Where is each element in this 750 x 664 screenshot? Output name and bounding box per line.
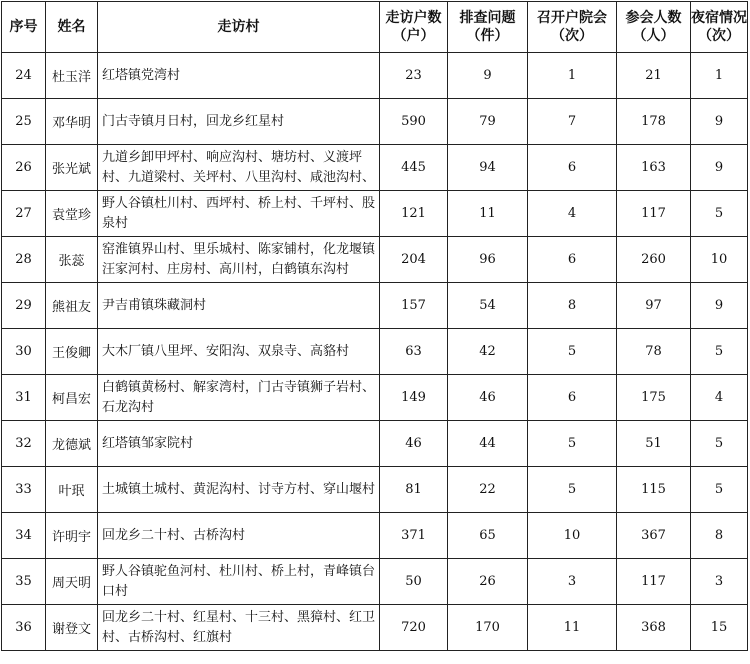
- cell-overnight: 1: [691, 53, 748, 99]
- cell-attendees: 178: [617, 99, 691, 145]
- cell-households: 81: [380, 467, 448, 513]
- cell-meetings: 1: [528, 53, 617, 99]
- cell-issues: 26: [448, 559, 528, 605]
- cell-overnight: 5: [691, 191, 748, 237]
- cell-households: 149: [380, 375, 448, 421]
- cell-issues: 9: [448, 53, 528, 99]
- cell-issues: 11: [448, 191, 528, 237]
- cell-issues: 65: [448, 513, 528, 559]
- cell-households: 371: [380, 513, 448, 559]
- cell-name: 许明宇: [46, 513, 98, 559]
- villages-text: 窑淮镇界山村、里乐城村、陈家铺村，化龙堰镇汪家河村、庄房村、高川村，白鹤镇东沟村: [102, 241, 375, 277]
- cell-issues: 46: [448, 375, 528, 421]
- cell-name: 周天明: [46, 559, 98, 605]
- cell-no: 33: [2, 467, 46, 513]
- cell-issues: 96: [448, 237, 528, 283]
- cell-meetings: 6: [528, 237, 617, 283]
- cell-villages: [98, 283, 380, 329]
- cell-meetings: 10: [528, 513, 617, 559]
- cell-villages: [98, 53, 380, 99]
- cell-name: 张光斌: [46, 145, 98, 191]
- table-row: [2, 421, 748, 467]
- cell-overnight: 5: [691, 421, 748, 467]
- cell-villages: [98, 559, 380, 605]
- villages-text: 土城镇土城村、黄泥沟村、讨寺方村、穿山堰村: [102, 481, 375, 497]
- cell-attendees: 78: [617, 329, 691, 375]
- cell-villages: [98, 99, 380, 145]
- cell-meetings: 5: [528, 329, 617, 375]
- cell-villages: [98, 513, 380, 559]
- header-households: 走访户数（户）: [380, 2, 448, 53]
- cell-attendees: 368: [617, 605, 691, 651]
- cell-overnight: 9: [691, 99, 748, 145]
- cell-issues: 42: [448, 329, 528, 375]
- cell-overnight: 4: [691, 375, 748, 421]
- cell-no: 35: [2, 559, 46, 605]
- cell-households: 720: [380, 605, 448, 651]
- cell-meetings: 4: [528, 191, 617, 237]
- cell-name: 邓华明: [46, 99, 98, 145]
- cell-villages: [98, 191, 380, 237]
- cell-villages: [98, 329, 380, 375]
- cell-attendees: 367: [617, 513, 691, 559]
- cell-villages: [98, 237, 380, 283]
- cell-meetings: 5: [528, 421, 617, 467]
- cell-attendees: 175: [617, 375, 691, 421]
- villages-text: 回龙乡二十村、红星村、十三村、黑獐村、红卫村、古桥沟村、红旗村: [102, 609, 375, 645]
- table-row: [2, 53, 748, 99]
- cell-no: 25: [2, 99, 46, 145]
- cell-issues: 54: [448, 283, 528, 329]
- cell-overnight: 9: [691, 145, 748, 191]
- cell-overnight: 5: [691, 329, 748, 375]
- cell-no: 36: [2, 605, 46, 651]
- cell-issues: 79: [448, 99, 528, 145]
- table-row: [2, 237, 748, 283]
- cell-villages: [98, 467, 380, 513]
- cell-attendees: 117: [617, 559, 691, 605]
- cell-households: 204: [380, 237, 448, 283]
- villages-text: 回龙乡二十村、古桥沟村: [102, 527, 246, 543]
- cell-no: 27: [2, 191, 46, 237]
- cell-attendees: 97: [617, 283, 691, 329]
- cell-issues: 22: [448, 467, 528, 513]
- cell-households: 590: [380, 99, 448, 145]
- header-attendees: 参会人数（人）: [617, 2, 691, 53]
- cell-name: 柯昌宏: [46, 375, 98, 421]
- cell-villages: [98, 421, 380, 467]
- cell-overnight: 5: [691, 467, 748, 513]
- cell-issues: 170: [448, 605, 528, 651]
- header-overnight: 夜宿情况（次）: [691, 2, 748, 53]
- villages-text: 红塔镇党湾村: [102, 67, 181, 83]
- cell-name: 谢登文: [46, 605, 98, 651]
- cell-no: 32: [2, 421, 46, 467]
- cell-households: 121: [380, 191, 448, 237]
- cell-name: 熊祖友: [46, 283, 98, 329]
- cell-villages: [98, 145, 380, 191]
- cell-overnight: 3: [691, 559, 748, 605]
- cell-meetings: 7: [528, 99, 617, 145]
- cell-no: 30: [2, 329, 46, 375]
- table-body: [2, 53, 748, 651]
- cell-attendees: 21: [617, 53, 691, 99]
- cell-overnight: 10: [691, 237, 748, 283]
- cell-name: 龙德斌: [46, 421, 98, 467]
- cell-name: 叶珉: [46, 467, 98, 513]
- header-meetings: 召开户院会（次）: [528, 2, 617, 53]
- cell-no: 28: [2, 237, 46, 283]
- table-row: [2, 605, 748, 651]
- cell-issues: 94: [448, 145, 528, 191]
- cell-attendees: 163: [617, 145, 691, 191]
- header-no: 序号: [2, 2, 46, 53]
- cell-no: 26: [2, 145, 46, 191]
- table-row: [2, 283, 748, 329]
- cell-name: 张蕊: [46, 237, 98, 283]
- cell-attendees: 51: [617, 421, 691, 467]
- cell-overnight: 9: [691, 283, 748, 329]
- cell-attendees: 260: [617, 237, 691, 283]
- table-row: [2, 191, 748, 237]
- table-row: [2, 513, 748, 559]
- cell-households: 445: [380, 145, 448, 191]
- cell-no: 34: [2, 513, 46, 559]
- table-row: [2, 375, 748, 421]
- cell-issues: 44: [448, 421, 528, 467]
- cell-name: 杜玉洋: [46, 53, 98, 99]
- cell-overnight: 15: [691, 605, 748, 651]
- cell-meetings: 6: [528, 145, 617, 191]
- cell-meetings: 6: [528, 375, 617, 421]
- cell-meetings: 11: [528, 605, 617, 651]
- table-row: [2, 145, 748, 191]
- cell-no: 24: [2, 53, 46, 99]
- villages-text: 尹吉甫镇珠藏洞村: [102, 297, 207, 313]
- cell-households: 157: [380, 283, 448, 329]
- cell-meetings: 8: [528, 283, 617, 329]
- cell-meetings: 3: [528, 559, 617, 605]
- header-name: 姓名: [46, 2, 98, 53]
- villages-text: 九道乡卸甲坪村、响应沟村、塘坊村、义渡坪村、九道梁村、关坪村、八里沟村、咸池沟村、: [102, 149, 375, 185]
- cell-no: 31: [2, 375, 46, 421]
- table-row: [2, 467, 748, 513]
- table-row: [2, 329, 748, 375]
- cell-name: 王俊卿: [46, 329, 98, 375]
- visit-statistics-table: [1, 1, 748, 651]
- cell-households: 63: [380, 329, 448, 375]
- cell-villages: [98, 375, 380, 421]
- table-row: [2, 559, 748, 605]
- cell-attendees: 117: [617, 191, 691, 237]
- cell-overnight: 8: [691, 513, 748, 559]
- table-row: [2, 99, 748, 145]
- villages-text: 野人谷镇驼鱼河村、杜川村、桥上村，青峰镇台口村: [102, 563, 375, 599]
- header-row: [2, 2, 748, 53]
- villages-text: 野人谷镇杜川村、西坪村、桥上村、千坪村、股泉村: [102, 195, 375, 231]
- header-issues: 排查问题（件）: [448, 2, 528, 53]
- cell-households: 46: [380, 421, 448, 467]
- villages-text: 红塔镇邹家院村: [102, 435, 194, 451]
- villages-text: 门古寺镇月日村，回龙乡红星村: [102, 113, 285, 129]
- header-villages: 走访村: [98, 2, 380, 53]
- cell-no: 29: [2, 283, 46, 329]
- villages-text: 大木厂镇八里坪、安阳沟、双泉寺、高貉村: [102, 343, 350, 359]
- cell-attendees: 115: [617, 467, 691, 513]
- cell-name: 袁堂珍: [46, 191, 98, 237]
- cell-households: 23: [380, 53, 448, 99]
- villages-text: 白鹤镇黄杨村、解家湾村，门古寺镇狮子岩村、石龙沟村: [102, 379, 375, 415]
- cell-meetings: 5: [528, 467, 617, 513]
- cell-villages: [98, 605, 380, 651]
- cell-households: 50: [380, 559, 448, 605]
